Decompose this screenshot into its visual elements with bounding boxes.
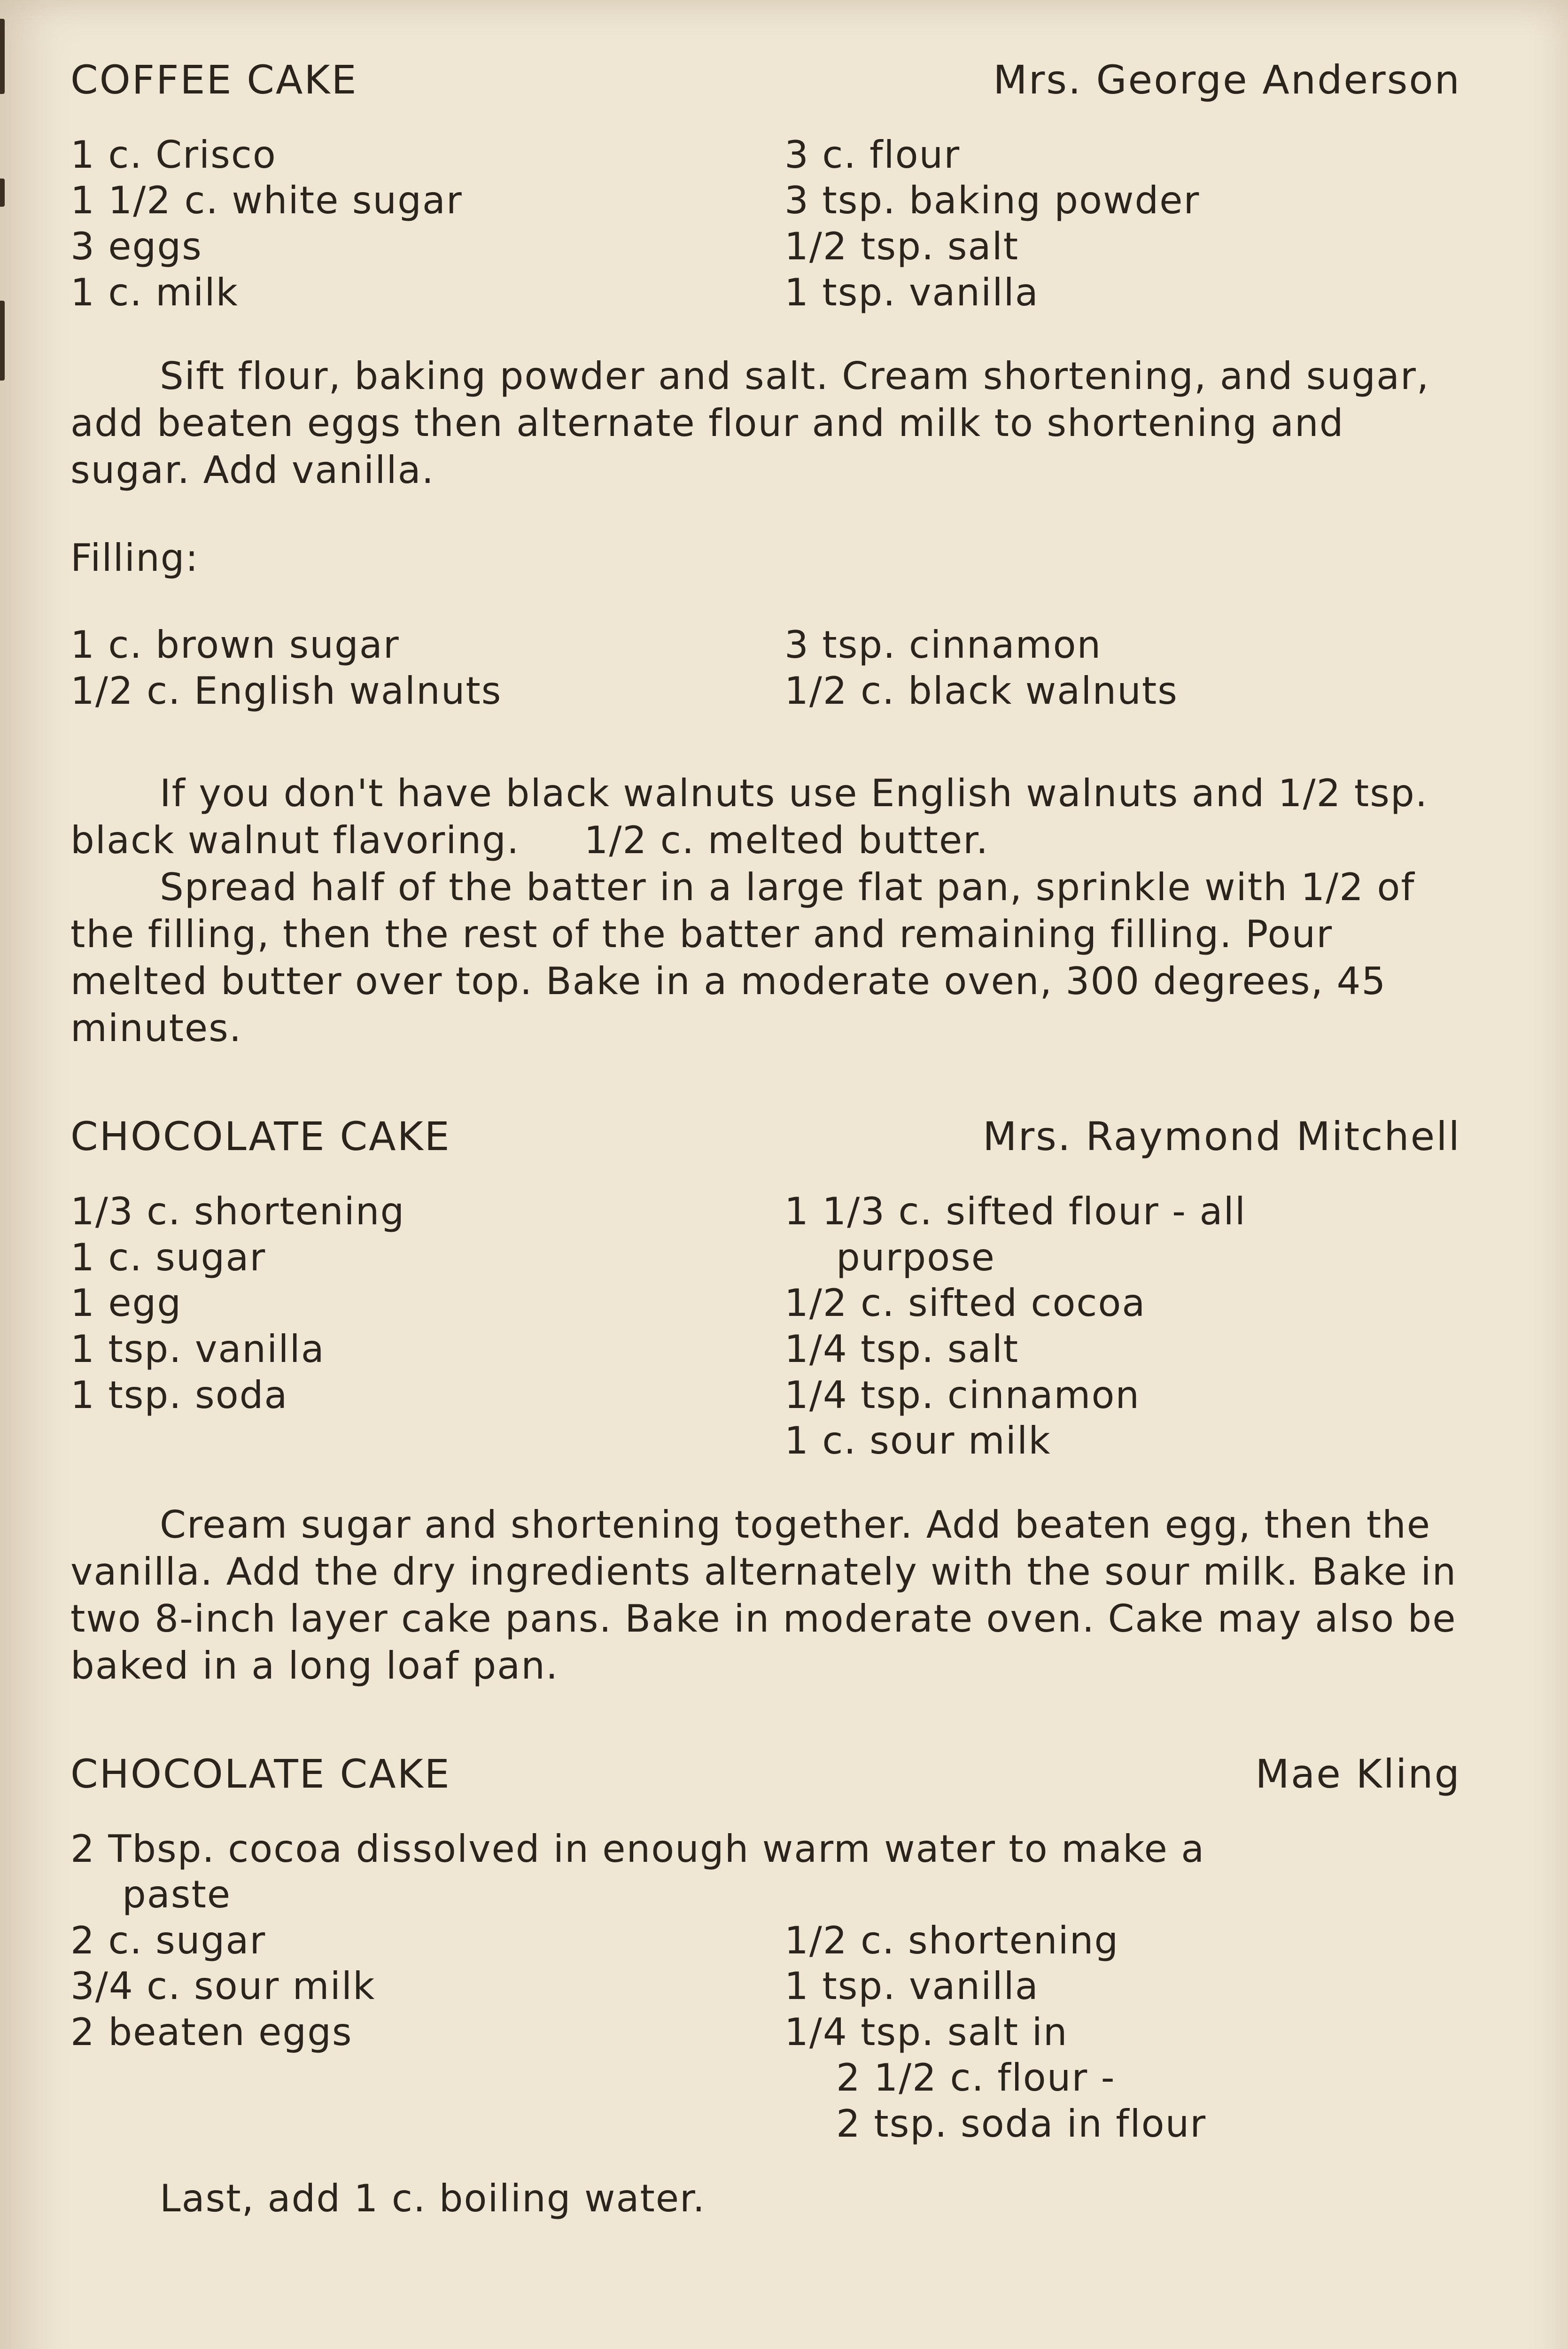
ingredient: 3/4 c. sour milk <box>70 1964 376 2008</box>
ingredient: 3 tsp. baking powder <box>784 179 1200 223</box>
ingredient-continuation: 2 tsp. soda in flour <box>836 2102 1207 2146</box>
ingredient: 3 c. flour <box>784 132 961 177</box>
recipe-title: CHOCOLATE CAKE <box>70 1113 451 1160</box>
ingredient-list <box>70 1189 1480 1464</box>
ingredient: 1 egg <box>70 1281 182 1325</box>
ingredient: 2 Tbsp. cocoa dissolved in enough warm water to make a <box>70 1827 1205 1871</box>
ingredient: 1/3 c. shortening <box>70 1190 405 1234</box>
ingredient-continuation: paste <box>122 1873 232 1917</box>
ingredient: 2 c. sugar <box>70 1918 266 1962</box>
recipe-header <box>70 1750 1480 1798</box>
recipe-author: Mrs. George Anderson <box>993 57 1461 103</box>
recipe-chocolate-cake-kling <box>70 1750 1480 2222</box>
ingredient: 1 1/2 c. white sugar <box>70 179 463 223</box>
ingredient-first-line <box>70 1826 1480 1918</box>
ingredient: 1 tsp. vanilla <box>784 270 1039 314</box>
ingredient: 1/2 c. English walnuts <box>70 669 502 713</box>
ingredient-column-right <box>784 1918 1470 2147</box>
ingredient: 1/2 c. sifted cocoa <box>784 1281 1146 1325</box>
recipe-directions: Last, add 1 c. boiling water. <box>160 2176 706 2220</box>
binding-mark <box>0 179 5 207</box>
ingredient: 1/2 tsp. salt <box>784 224 1019 268</box>
ingredient-continuation: 2 1/2 c. flour - <box>836 2056 1116 2100</box>
ingredient: 1/4 tsp. cinnamon <box>784 1373 1141 1417</box>
ingredient: 3 eggs <box>70 224 202 268</box>
ingredient: 1 tsp. soda <box>70 1373 288 1417</box>
recipe-chocolate-cake-mitchell <box>70 1113 1480 1689</box>
ingredient-column-right <box>784 132 1470 315</box>
ingredient: 1 1/3 c. sifted flour - all <box>784 1190 1246 1234</box>
recipe-title: CHOCOLATE CAKE <box>70 1750 451 1797</box>
ingredient: 1 tsp. vanilla <box>70 1327 325 1371</box>
ingredient-column-right <box>784 622 1470 714</box>
ingredient: 1 tsp. vanilla <box>784 1964 1039 2008</box>
ingredient-column-left <box>70 132 784 315</box>
page-content <box>70 56 1480 2222</box>
ingredient: 1 c. sour milk <box>784 1419 1051 1463</box>
recipe-title: COFFEE CAKE <box>70 57 358 103</box>
ingredient-column-left <box>70 1918 784 2147</box>
filling-note: If you don't have black walnuts use English walnuts and 1/2 tsp. black walnut flavoring. 1/2 c. melted butter. <box>70 771 1441 863</box>
recipe-directions: Sift flour, baking powder and salt. Cream shortening, and sugar, add beaten eggs then alternate flour and milk to shortening and sugar. Add vanilla. <box>70 354 1430 492</box>
ingredient: 1/2 c. black walnuts <box>784 669 1178 713</box>
ingredient: 1/2 c. shortening <box>784 1918 1119 1962</box>
recipe-author: Mrs. Raymond Mitchell <box>983 1113 1461 1160</box>
ingredient: 1 c. Crisco <box>70 132 277 177</box>
recipe-coffee-cake <box>70 56 1480 1052</box>
ingredient: 1 c. sugar <box>70 1235 266 1279</box>
recipe-header <box>70 56 1480 104</box>
ingredient-list <box>70 132 1480 315</box>
ingredient-column-left <box>70 1189 784 1464</box>
ingredient: 3 tsp. cinnamon <box>784 623 1102 667</box>
ingredient: 2 beaten eggs <box>70 2010 353 2054</box>
ingredient-column-left <box>70 622 784 714</box>
ingredient: 1/4 tsp. salt in <box>784 2010 1068 2054</box>
ingredient-column-right <box>784 1189 1470 1464</box>
binding-mark <box>0 301 5 381</box>
recipe-author: Mae Kling <box>1255 1750 1461 1797</box>
ingredient-list <box>70 1918 1480 2147</box>
ingredient: 1 c. milk <box>70 270 239 314</box>
recipe-directions: Cream sugar and shortening together. Add beaten egg, then the vanilla. Add the dry ingredients alternately with the sour milk. Bake in two 8-inch layer cake pans. Bake in moderate oven. Cake may also be baked in a long loaf pan. <box>70 1502 1457 1688</box>
binding-mark <box>0 19 5 94</box>
ingredient: 1 c. brown sugar <box>70 623 400 667</box>
filling-directions: Spread half of the batter in a large flat pan, sprinkle with 1/2 of the filling, then the rest of the batter and remaining filling. Pour melted butter over top. Bake in a moderate oven, 300 degrees, 45 minutes. <box>70 865 1415 1050</box>
recipe-header <box>70 1113 1480 1160</box>
filling-label: Filling: <box>70 536 199 580</box>
ingredient: 1/4 tsp. salt <box>784 1327 1019 1371</box>
ingredient-continuation: purpose <box>836 1235 995 1279</box>
filling-ingredient-list <box>70 622 1480 714</box>
